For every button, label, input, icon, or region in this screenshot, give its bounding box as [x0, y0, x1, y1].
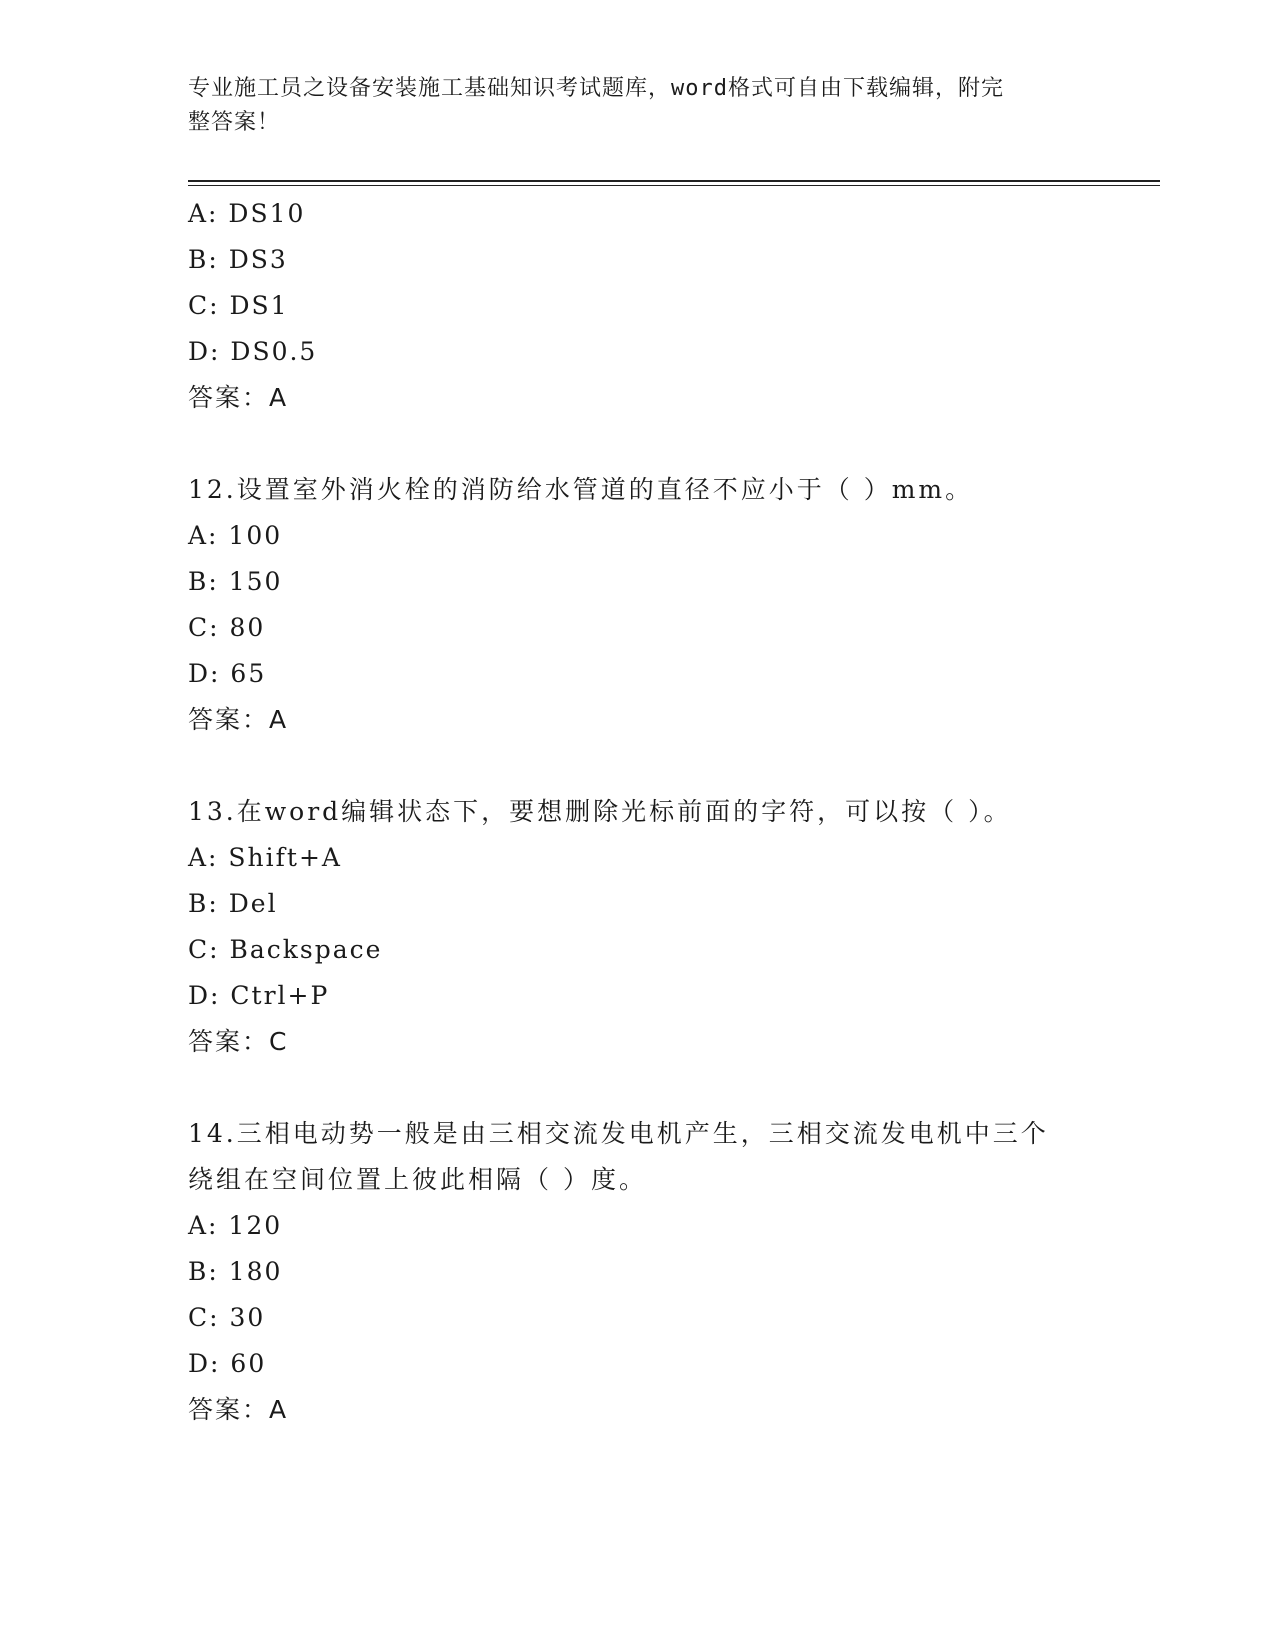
- question-list: [188, 191, 1088, 1433]
- option-b: B: 180: [188, 1257, 283, 1286]
- option-d: D: 65: [188, 659, 267, 688]
- header-divider-thick: [188, 180, 1160, 182]
- option-b: B: Del: [188, 889, 278, 918]
- option-b: B: DS3: [188, 245, 288, 274]
- question-block-13: [188, 789, 1088, 1065]
- option-a: A: 100: [188, 521, 283, 550]
- option-b: B: 150: [188, 567, 283, 596]
- header-line-1: 专业施工员之设备安装施工基础知识考试题库，word格式可自由下载编辑，附完: [188, 76, 1004, 101]
- answer-line: 答案：A: [188, 705, 289, 734]
- option-a: A: Shift+A: [188, 843, 342, 872]
- option-a: A: 120: [188, 1211, 283, 1240]
- option-d: D: Ctrl+P: [188, 981, 330, 1010]
- option-c: C: 80: [188, 613, 266, 642]
- option-d: D: DS0.5: [188, 337, 318, 366]
- option-c: C: Backspace: [188, 935, 383, 964]
- option-d: D: 60: [188, 1349, 267, 1378]
- question-block-12: [188, 467, 1088, 743]
- answer-line: 答案：C: [188, 1027, 289, 1056]
- question-text: 13.在word编辑状态下，要想删除光标前面的字符，可以按（ ）。: [188, 797, 1012, 826]
- question-text-line-1: 14.三相电动势一般是由三相交流发电机产生，三相交流发电机中三个: [188, 1119, 1049, 1148]
- answer-line: 答案：A: [188, 383, 289, 412]
- question-block-14: [188, 1111, 1088, 1433]
- question-block-11: [188, 191, 1088, 421]
- option-a: A: DS10: [188, 199, 306, 228]
- spacer: [188, 743, 1088, 789]
- document-header: [188, 72, 1088, 140]
- question-text-line-2: 绕组在空间位置上彼此相隔（ ）度。: [188, 1165, 647, 1194]
- question-text: 12.设置室外消火栓的消防给水管道的直径不应小于（ ）mm。: [188, 475, 974, 504]
- answer-line: 答案：A: [188, 1395, 289, 1424]
- spacer: [188, 421, 1088, 467]
- option-c: C: 30: [188, 1303, 266, 1332]
- header-line-2: 整答案！: [188, 110, 281, 135]
- spacer: [188, 1065, 1088, 1111]
- option-c: C: DS1: [188, 291, 289, 320]
- header-divider-thin: [188, 185, 1160, 186]
